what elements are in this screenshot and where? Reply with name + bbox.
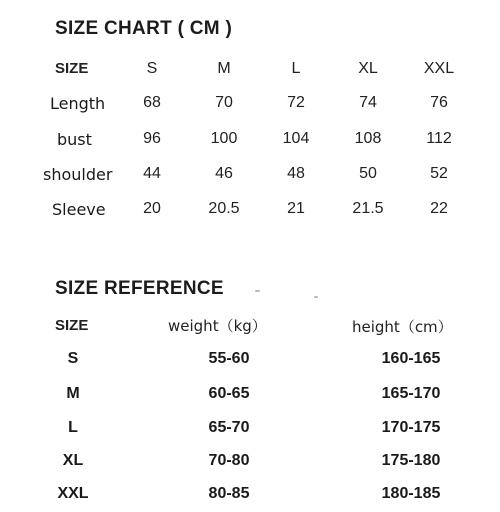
size-reference-weight: 80-85 [208, 485, 250, 502]
size-chart-row-label: Length [50, 94, 106, 113]
size-chart-cell: 104 [282, 130, 310, 147]
size-reference-weight: 55-60 [208, 350, 250, 367]
size-reference-size: XL [62, 452, 84, 469]
size-chart-header-xl: XL [358, 60, 378, 77]
size-reference-weight: 70-80 [208, 452, 250, 469]
size-chart-cell: 46 [215, 165, 233, 182]
size-reference-weight: 65-70 [208, 419, 250, 436]
scan-speck [255, 290, 260, 292]
size-reference-size: L [68, 419, 78, 436]
size-reference-height: 160-165 [381, 350, 441, 367]
size-chart-cell: 96 [143, 130, 161, 147]
size-chart-cell: 20.5 [208, 200, 240, 217]
size-chart-cell: 108 [354, 130, 382, 147]
size-chart-row-label: shoulder [43, 165, 113, 184]
size-chart-cell: 52 [430, 165, 448, 182]
size-chart-cell: 44 [143, 165, 161, 182]
size-chart-header-m: M [217, 60, 231, 77]
size-reference-height: 170-175 [381, 419, 441, 436]
size-reference-weight: 60-65 [208, 385, 250, 402]
size-chart-cell: 48 [287, 165, 305, 182]
size-chart-header-l: L [291, 60, 301, 77]
size-reference-title: SIZE REFERENCE [55, 278, 224, 299]
size-reference-size: S [67, 350, 79, 367]
size-reference-size: M [66, 385, 80, 402]
size-chart-size-label: SIZE [55, 60, 89, 77]
size-chart-header-xxl: XXL [423, 60, 455, 77]
size-chart-cell: 70 [215, 94, 233, 111]
size-chart-cell: 112 [426, 130, 452, 147]
scan-speck [314, 296, 318, 298]
size-chart-cell: 100 [210, 130, 238, 147]
size-chart-cell: 21 [287, 200, 305, 217]
size-chart-title: SIZE CHART ( CM ) [55, 18, 233, 39]
size-chart-cell: 72 [287, 94, 305, 111]
size-chart-cell: 21.5 [352, 200, 384, 217]
size-chart-cell: 50 [359, 165, 377, 182]
size-chart-cell: 76 [430, 94, 448, 111]
size-chart-header-s: S [146, 60, 158, 77]
weight-column-header: weight（kg） [168, 317, 267, 335]
size-reference-size-label: SIZE [55, 317, 89, 334]
size-reference-height: 180-185 [381, 485, 441, 502]
size-chart-cell: 22 [430, 200, 448, 217]
size-reference-height: 175-180 [381, 452, 441, 469]
size-chart-cell: 20 [143, 200, 161, 217]
size-chart-cell: 74 [359, 94, 377, 111]
size-chart-cell: 68 [143, 94, 161, 111]
size-reference-height: 165-170 [381, 385, 441, 402]
size-chart-row-label: Sleeve [52, 200, 106, 219]
size-reference-size: XXL [57, 485, 89, 502]
size-chart-row-label: bust [57, 130, 92, 149]
height-column-header: height（cm） [352, 318, 453, 336]
